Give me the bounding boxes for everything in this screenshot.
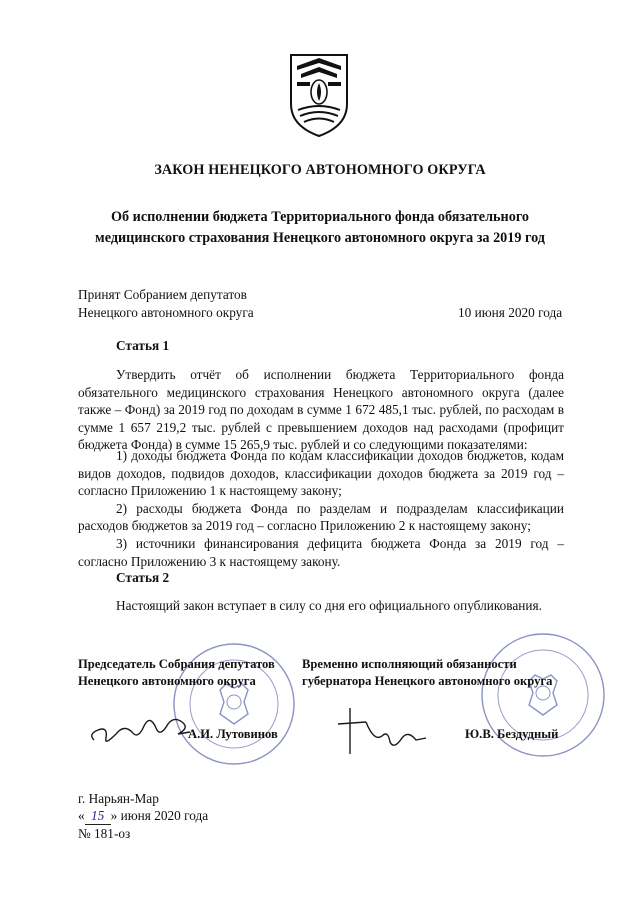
handwritten-day: 15 xyxy=(85,807,111,825)
paragraph: Утвердить отчёт об исполнении бюджета Территориального фонда обязательного медицинского страхования Ненецкого автономного округа (далее также – Фонд) за 2019 год по доходам в сумме 1 672 485,1 тыс. рублей, по расходам в сумме 1 657 219,2 тыс. рублей с превышением доходов над расходами (профицит бюджета Фонда) в сумме 15 265,9 тыс. рублей и со следующими показателями: xyxy=(78,367,564,453)
signatory-left-name: А.И. Лутовинов xyxy=(188,727,278,741)
signatory-right-name: Ю.В. Бездудный xyxy=(465,727,559,741)
signatory-title-line: губернатора Ненецкого автономного округа xyxy=(302,674,553,688)
date-rest: » июня 2020 года xyxy=(110,808,209,823)
article-2-text xyxy=(78,597,564,615)
article-1-heading: Статья 1 xyxy=(116,338,170,353)
adoption-line: Принят Собранием депутатов xyxy=(78,287,247,302)
paragraph: Настоящий закон вступает в силу со дня его официального опубликования. xyxy=(116,598,542,613)
list-item: 3) источники финансирования дефицита бюджета Фонда за 2019 год – согласно Приложению 3 к настоящему закону. xyxy=(78,535,564,569)
signatory-title-line: Ненецкого автономного округа xyxy=(78,674,256,688)
law-subject xyxy=(60,207,580,249)
law-subject-line: медицинского страхования Ненецкого автономного округа за 2019 год xyxy=(95,230,545,246)
nenets-coat-of-arms-icon xyxy=(288,52,350,138)
article-1-intro xyxy=(78,366,564,454)
article-1-items xyxy=(78,447,564,570)
signatory-right-title xyxy=(302,656,552,690)
law-subject-line: Об исполнении бюджета Территориального фонда обязательного xyxy=(110,209,530,225)
law-number: № 181-оз xyxy=(78,826,131,841)
list-item: 1) доходы бюджета Фонда по кодам классификации доходов бюджетов, кодам видов доходов, подвидов доходов, классификации доходов бюджета за 2019 год – согласно Приложению 1 к настоящему закону; xyxy=(78,448,564,499)
law-title: ЗАКОН НЕНЕЦКОГО АВТОНОМНОГО ОКРУГА xyxy=(154,162,486,178)
footer-block xyxy=(78,790,208,842)
signatory-title-line: Временно исполняющий обязанности xyxy=(302,657,517,671)
signatory-title-line: Председатель Собрания депутатов xyxy=(78,657,275,671)
signatory-left-title xyxy=(78,656,275,690)
date-open-quote: « xyxy=(78,808,85,823)
adoption-line: Ненецкого автономного округа xyxy=(78,305,254,320)
handwritten-signature-left xyxy=(86,706,196,756)
signing-date xyxy=(78,807,208,825)
place-of-signing: г. Нарьян-Мар xyxy=(78,791,159,806)
list-item: 2) расходы бюджета Фонда по разделам и подразделам классификации расходов бюджетов за 2019 год – согласно Приложению 2 к настоящему закону; xyxy=(78,500,564,534)
handwritten-signature-right xyxy=(330,702,430,760)
adoption-date: 10 июня 2020 года xyxy=(458,305,563,320)
article-2-heading: Статья 2 xyxy=(116,570,170,585)
adoption-block xyxy=(78,286,254,322)
